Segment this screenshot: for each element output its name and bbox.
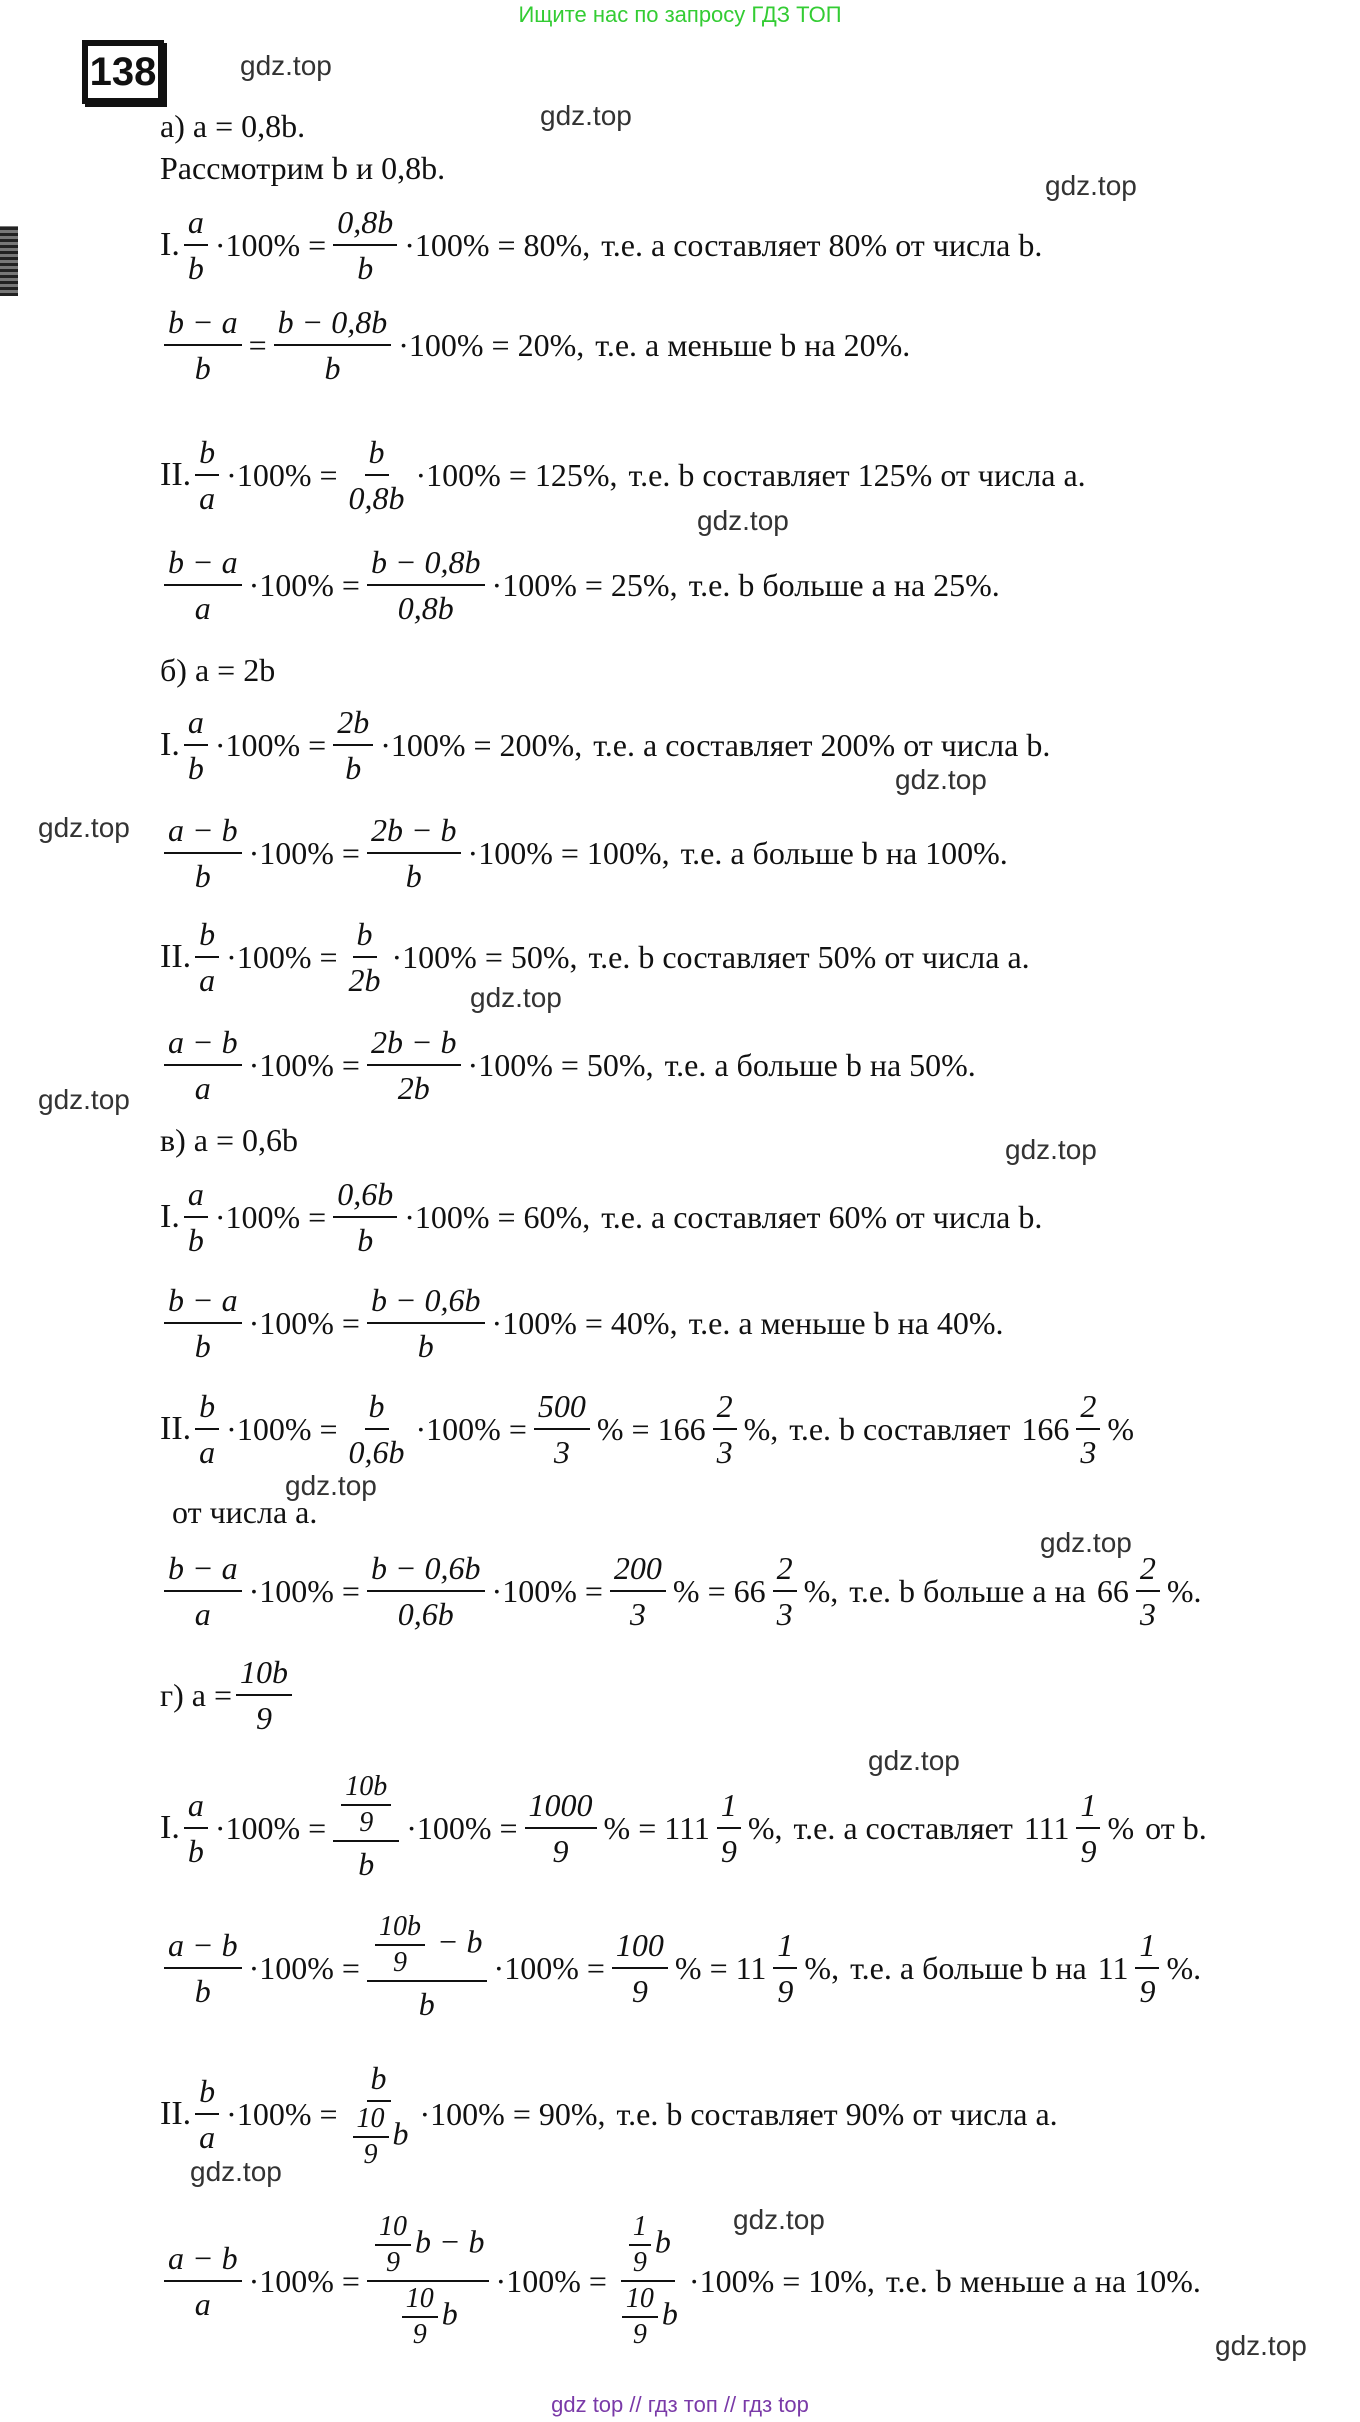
- part-v-II-line: II. $\frac{b}{a}$ ·100% = $\frac{b}{0,6b}$ ·100% = $\frac{500}{3}$ % = 166 $\frac{2}{3}$ %, т.е. b составляет 166 $\frac{2}{3}$ %: [160, 1384, 1137, 1474]
- part-a-II-line: II. $\frac{b}{a}$ ·100% = $\frac{b}{0,8b}$ ·100% = 125%, т.е. b составляет 125% от числа a.: [160, 430, 1086, 520]
- part-a-title: а) a = 0,8b.: [160, 108, 306, 144]
- watermark: gdz.top: [895, 764, 987, 795]
- part-a-II2-line: $\frac{b - a}{a}$ ·100% = $\frac{b - 0,8b}{0,8b}$ ·100% = 25%, т.е. b больше a на 25%.: [160, 540, 1000, 630]
- watermark: gdz.top: [285, 1470, 377, 1501]
- watermark: gdz.top: [240, 50, 332, 81]
- part-a-I-line: I. $\frac{a}{b}$ ·100% = $\frac{0,8b}{b}$ ·100% = 80%, т.е. a составляет 80% от числа b.: [160, 200, 1042, 290]
- part-g-title: г) a = $\frac{10b}{9}$: [160, 1650, 296, 1740]
- watermark: gdz.top: [733, 2204, 825, 2235]
- watermark: gdz.top: [1045, 170, 1137, 201]
- part-v-I-line: I. $\frac{a}{b}$ ·100% = $\frac{0,6b}{b}$ ·100% = 60%, т.е. a составляет 60% от числа b.: [160, 1172, 1042, 1262]
- part-v-title: в) a = 0,6b: [160, 1122, 299, 1158]
- watermark: gdz.top: [470, 982, 562, 1013]
- watermark: gdz.top: [1215, 2330, 1307, 2361]
- watermark: gdz.top: [868, 1745, 960, 1776]
- part-g-I-line: I. $\frac{a}{b}$ ·100% = $\frac{\frac{10b}{9}}{b}$ ·100% = $\frac{1000}{9}$ % = 111 $\frac{1}{9}$ %, т.е. a составляет 111 $\frac{1}{9}$ % от b.: [160, 1771, 1207, 1882]
- watermark: gdz.top: [540, 100, 632, 131]
- part-a-I2-line: $\frac{b - a}{b}$ = $\frac{b - 0,8b}{b}$ ·100% = 20%, т.е. a меньше b на 20%.: [160, 300, 910, 390]
- part-v-II-tail: от числа a.: [172, 1494, 318, 1530]
- part-g-II2-line: $\frac{a - b}{a}$ ·100% = $\frac{10}{9}$ b − b $\frac{10}{9}$ b ·100% = $\frac{1}{9}$ b $\frac{10}{9}$ b ·100% = 10%, т.е. b меньше a на 10%.: [160, 2210, 1201, 2352]
- watermark: gdz.top: [38, 812, 130, 843]
- part-a-consider: Рассмотрим b и 0,8b.: [160, 150, 446, 186]
- part-b-I-line: I. $\frac{a}{b}$ ·100% = $\frac{2b}{b}$ ·100% = 200%, т.е. a составляет 200% от числа b.: [160, 700, 1050, 790]
- part-b-I2-line: $\frac{a - b}{b}$ ·100% = $\frac{2b - b}{b}$ ·100% = 100%, т.е. a больше b на 100%.: [160, 808, 1008, 898]
- watermark: gdz.top: [697, 505, 789, 536]
- watermark: gdz.top: [1005, 1134, 1097, 1165]
- problem-number: 138: [82, 40, 164, 104]
- watermark: gdz.top: [38, 1084, 130, 1115]
- part-g-I2-line: $\frac{a - b}{b}$ ·100% = $\frac{10b}{9}$ − b b ·100% = $\frac{100}{9}$ % = 11 $\frac{1}{9}$ %, т.е. a больше b на 11 $\frac{1}{9}$ %.: [160, 1910, 1204, 2026]
- watermark: gdz.top: [190, 2156, 282, 2187]
- part-g-II-line: II. $\frac{b}{a}$ ·100% = b $\frac{10}{9}$ b ·100% = 90%, т.е. b составляет 90% от числа a.: [160, 2056, 1058, 2172]
- bottom-banner[interactable]: gdz top // гдз топ // гдз top: [551, 2392, 809, 2417]
- top-banner[interactable]: Ищите нас по запросу ГДЗ ТОП: [518, 2, 842, 27]
- part-b-title: б) a = 2b: [160, 652, 276, 688]
- part-v-I2-line: $\frac{b - a}{b}$ ·100% = $\frac{b - 0,6b}{b}$ ·100% = 40%, т.е. a меньше b на 40%.: [160, 1278, 1004, 1368]
- watermark: gdz.top: [1040, 1527, 1132, 1558]
- part-b-II-line: II. $\frac{b}{a}$ ·100% = $\frac{b}{2b}$ ·100% = 50%, т.е. b составляет 50% от числа a.: [160, 912, 1030, 1002]
- part-b-II2-line: $\frac{a - b}{a}$ ·100% = $\frac{2b - b}{2b}$ ·100% = 50%, т.е. a больше b на 50%.: [160, 1020, 976, 1110]
- part-v-II2-line: $\frac{b - a}{a}$ ·100% = $\frac{b - 0,6b}{0,6b}$ ·100% = $\frac{200}{3}$ % = 66 $\frac{2}{3}$ %, т.е. b больше a на 66 $\frac{2}{3}$ %.: [160, 1546, 1205, 1636]
- scan-edge-mark: [0, 226, 18, 296]
